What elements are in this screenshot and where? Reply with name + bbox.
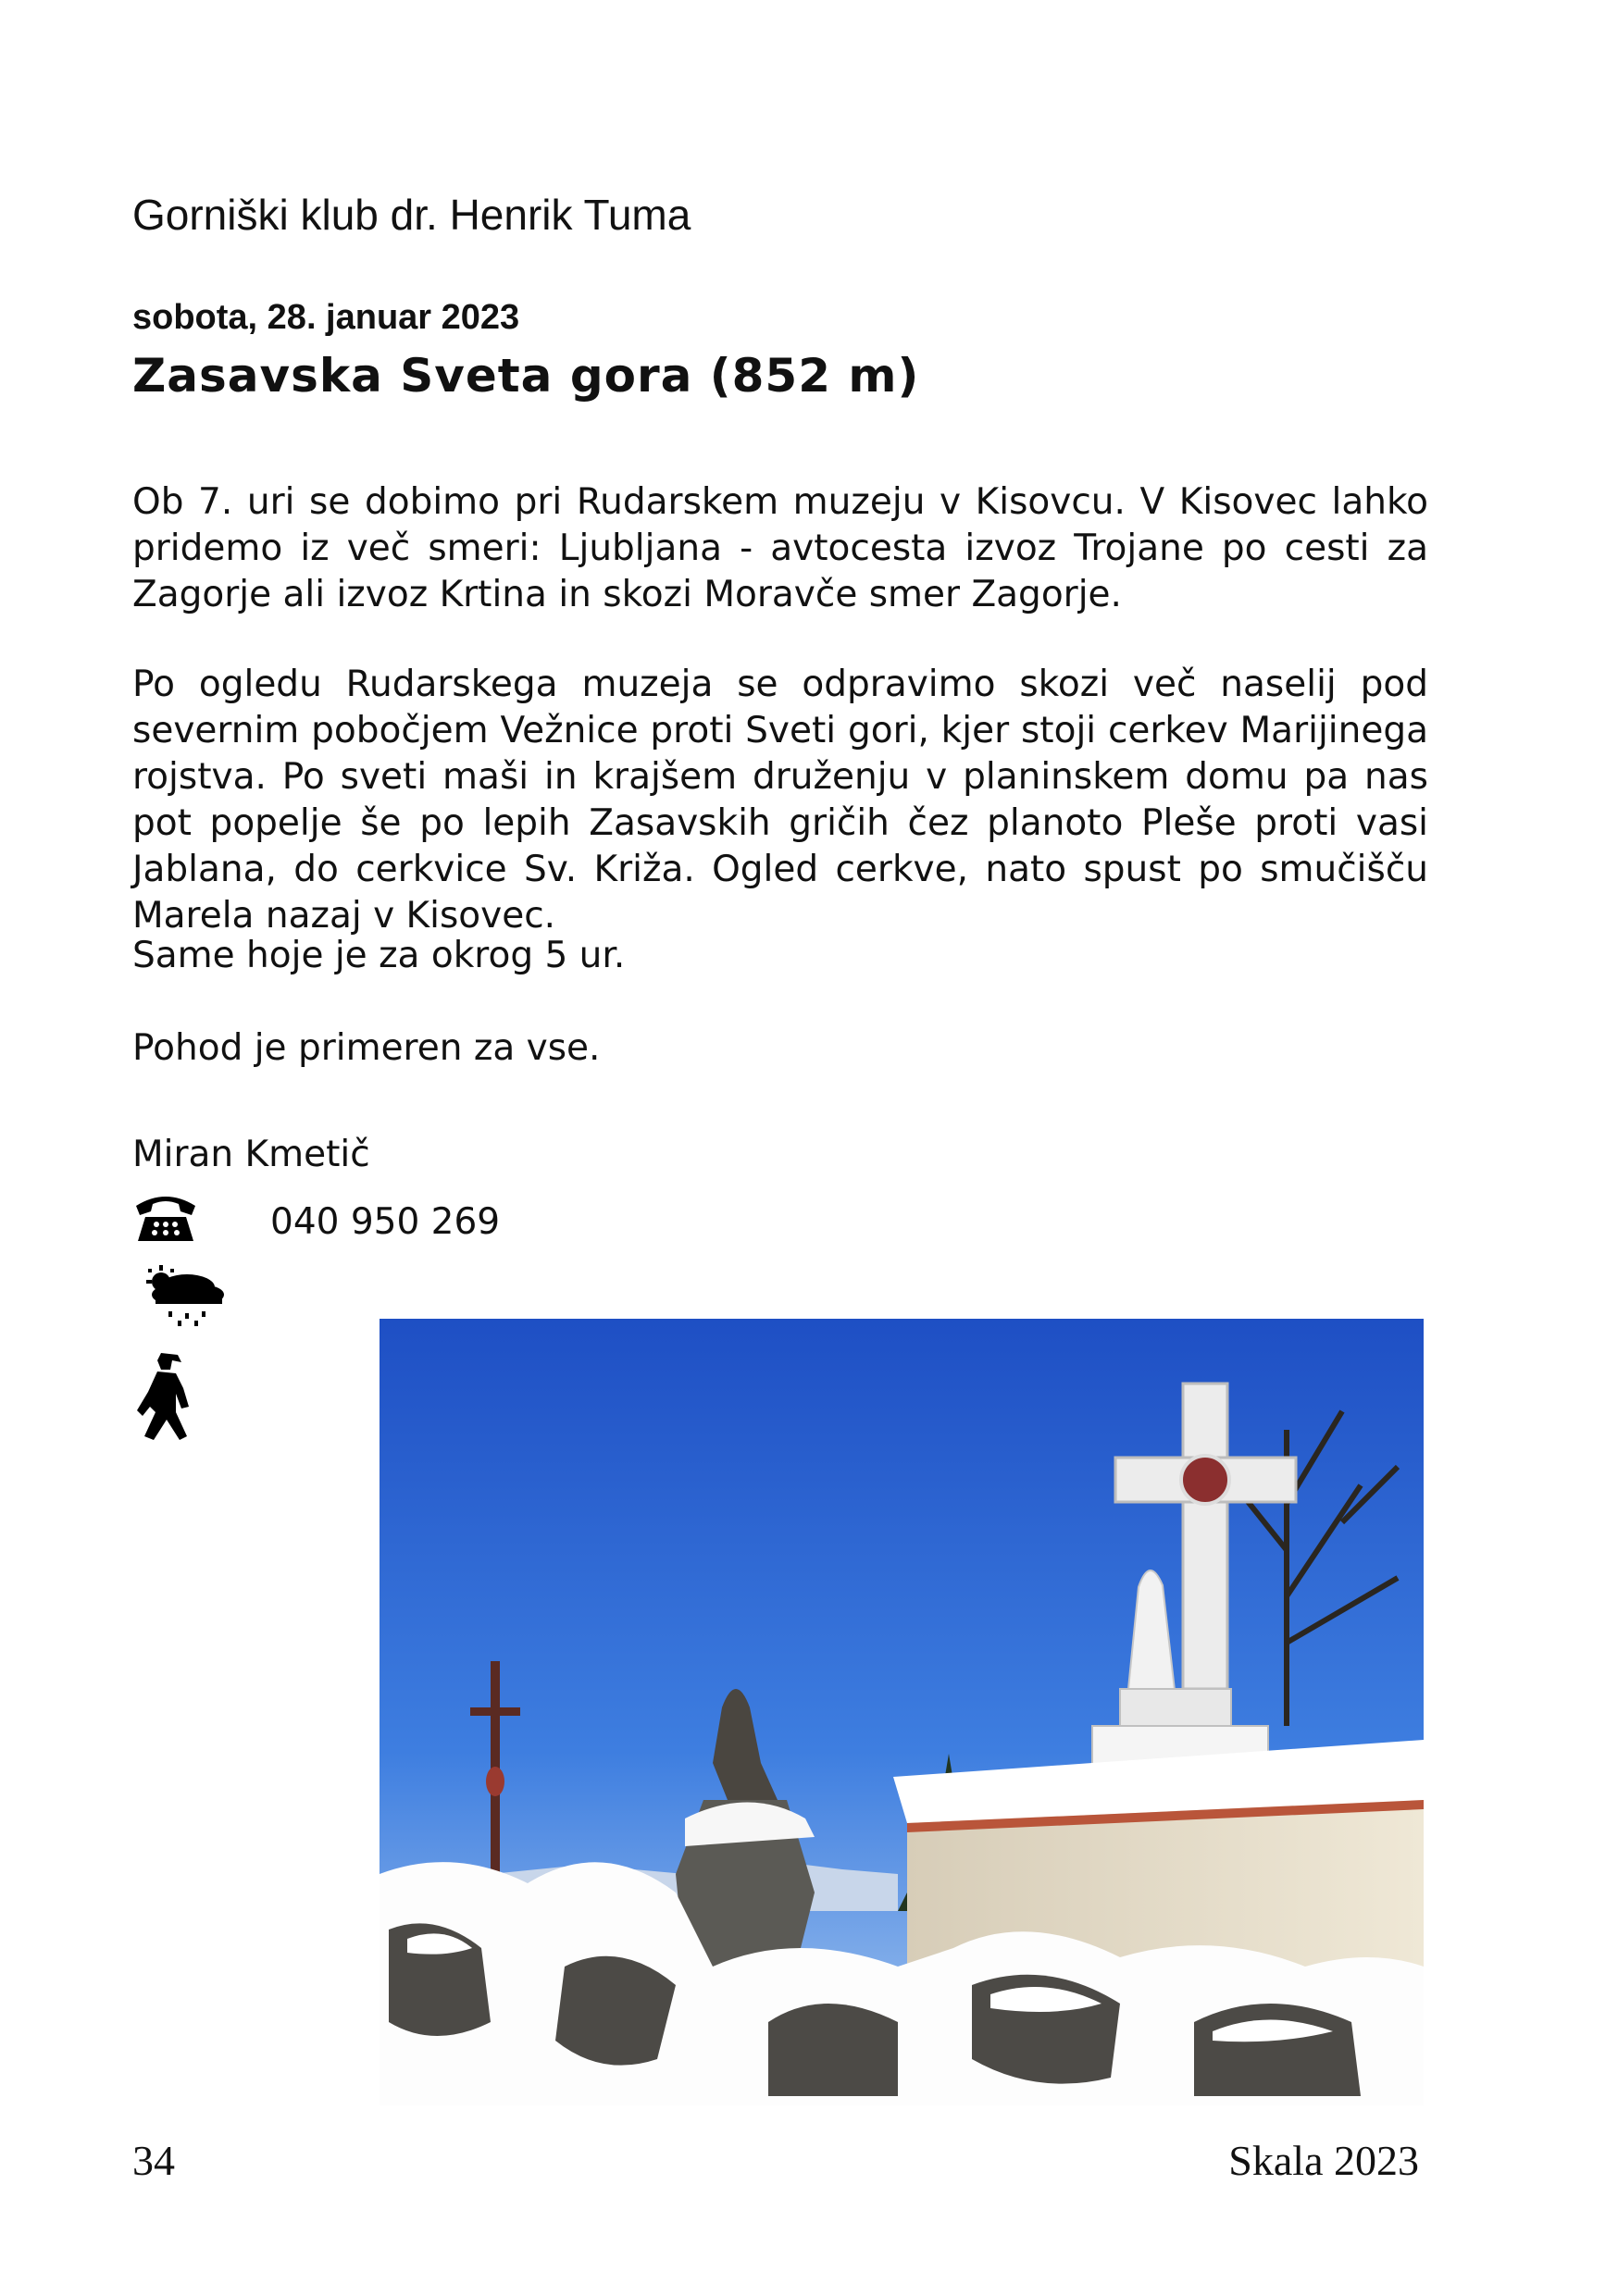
telephone-icon [132,1189,199,1245]
organization-header: Gorniški klub dr. Henrik Tuma [132,191,691,239]
paragraph-meeting: Ob 7. uri se dobimo pri Rudarskem muzeju v Kisovcu. V Kisovec lahko pridemo iz več smeri: Ljubljana - avtocesta izvoz Trojane po cesti za Zagorje ali izvoz Krtina in skozi Moravče smer Zagorje. [132,481,1428,615]
winter-summit-photo [380,1319,1424,2105]
cloud-rain-icon [141,1263,229,1328]
hiker-icon [130,1351,194,1444]
event-title: Zasavska Sveta gora (852 m) [132,349,920,403]
suitability-text: Pohod je primeren za vse. [132,1027,601,1069]
paragraph-route: Po ogledu Rudarskega muzeja se odpravimo skozi več naselij pod severnim pobočjem Vežnice proti Sveti gori, kjer stoji cerkev Marijinega rojstva. Po sveti maši in krajšem druženju v planinskem domu pa nas pot popelje še po lepih Zasavskih gričih čez planoto Pleše proti vasi Jablana, do cerkvice Sv. Križa. Ogled cerkve, nato spust po smučišču Marela nazaj v Kisovec. [132,664,1428,937]
publication-name: Skala 2023 [1228,2137,1419,2184]
event-date: sobota, 28. januar 2023 [132,298,520,337]
duration-text: Same hoje je za okrog 5 ur. [132,935,626,976]
contact-name: Miran Kmetič [132,1134,370,1175]
contact-phone: 040 950 269 [270,1201,501,1243]
page-number: 34 [132,2137,175,2184]
